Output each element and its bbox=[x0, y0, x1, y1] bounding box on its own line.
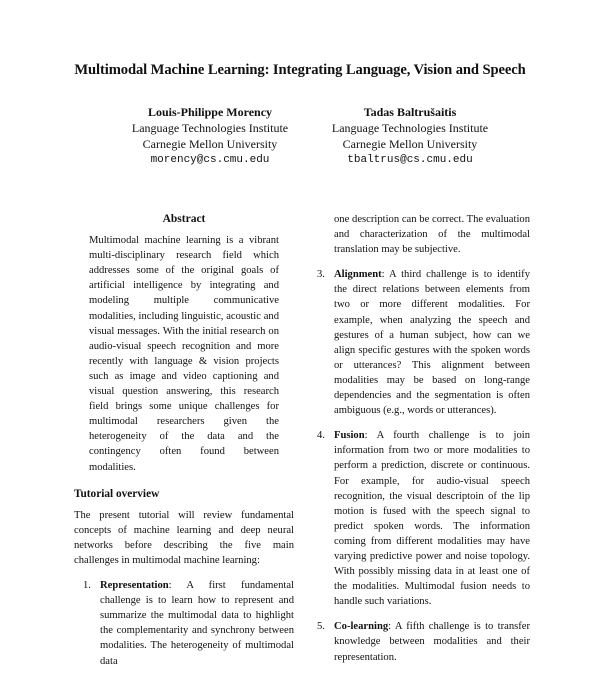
list-item bbox=[308, 267, 530, 418]
right-column bbox=[308, 212, 530, 675]
list-item-lead: Representation bbox=[100, 580, 169, 592]
author-university: Carnegie Mellon University bbox=[142, 137, 278, 151]
author-university: Carnegie Mellon University bbox=[342, 137, 478, 151]
list-item-text: : A fifth challenge is to transfer knowledge between modalities and their representation. bbox=[334, 621, 530, 663]
list-item-number: 5. bbox=[317, 621, 325, 633]
list-item-number: 1. bbox=[83, 580, 91, 592]
author-affiliation: Language Technologies Institute bbox=[131, 121, 289, 135]
section-heading-tutorial: Tutorial overview bbox=[74, 487, 160, 500]
list-item-continuation: one description can be correct. The evaluation and characterization of the multimodal translation may be subjective. bbox=[334, 214, 530, 256]
list-item-number: 4. bbox=[317, 430, 325, 442]
list-item-lead: Co-learning bbox=[334, 621, 389, 633]
author-email: morency@cs.cmu.edu bbox=[150, 154, 270, 166]
left-column bbox=[74, 212, 294, 679]
tutorial-paragraph: The present tutorial will review fundamental concepts of machine learning and deep neural networks before describing the five main challenges in multimodal machine learning: bbox=[74, 509, 294, 566]
author-block-1 bbox=[100, 104, 320, 168]
abstract-heading: Abstract bbox=[162, 213, 206, 225]
author-name: Tadas Baltrušaitis bbox=[363, 105, 457, 119]
author-name: Louis-Philippe Morency bbox=[147, 105, 273, 119]
list-item bbox=[74, 578, 294, 669]
list-item bbox=[308, 619, 530, 664]
paper-title: Multimodal Machine Learning: Integrating Language, Vision and Speech bbox=[74, 62, 526, 78]
list-item-lead: Alignment bbox=[334, 269, 382, 281]
list-item-number: 3. bbox=[317, 269, 325, 281]
author-block-2 bbox=[300, 104, 520, 168]
abstract-text: Multimodal machine learning is a vibrant multi-disciplinary research field which addresses some of the original goals of artificial intelligence by integrating and modeling multiple communicative modalities, including linguistic, acoustic and visual messages. With the initial research on audio-visual speech recognition and more recently with language & vision projects such as image and video captioning and visual question answering, this research field brings some unique challenges for multimodal researchers given the heterogeneity of the data and the contingency often found between modalities. bbox=[89, 235, 279, 473]
list-item-text: : A first fundamental challenge is to learn how to represent and summarize the multimodal data to highlight the complementarity and synchrony between modalities. The heterogeneity of multimodal data bbox=[100, 580, 294, 667]
list-item-text: : A third challenge is to identify the direct relations between elements from two or more different modalities. For example, when analyzing the speech and gestures of a human subject, how can we align specific gestures with the spoken words or utterances? This alignment between modalities may be based on long-range dependencies and the segmentation is often ambiguous (e.g., words or utterances). bbox=[334, 269, 530, 417]
list-item-text: : A fourth challenge is to join information from two or more modalities to perform a prediction, discrete or continuous. For example, for audio-visual speech recognition, the visual descriptoin of the lip motion is fused with the speech signal to predict spoken words. The information coming from different modalities may have varying predictive power and noise topology. With possibly missing data in at least one of the modalities. Multimodal fusion needs to handle such variations. bbox=[334, 430, 530, 608]
challenge-list-left bbox=[74, 578, 294, 669]
list-item bbox=[308, 428, 530, 609]
author-affiliation: Language Technologies Institute bbox=[331, 121, 489, 135]
challenge-list-right bbox=[308, 267, 530, 664]
list-item-lead: Fusion bbox=[334, 430, 365, 442]
author-email: tbaltrus@cs.cmu.edu bbox=[347, 154, 473, 166]
